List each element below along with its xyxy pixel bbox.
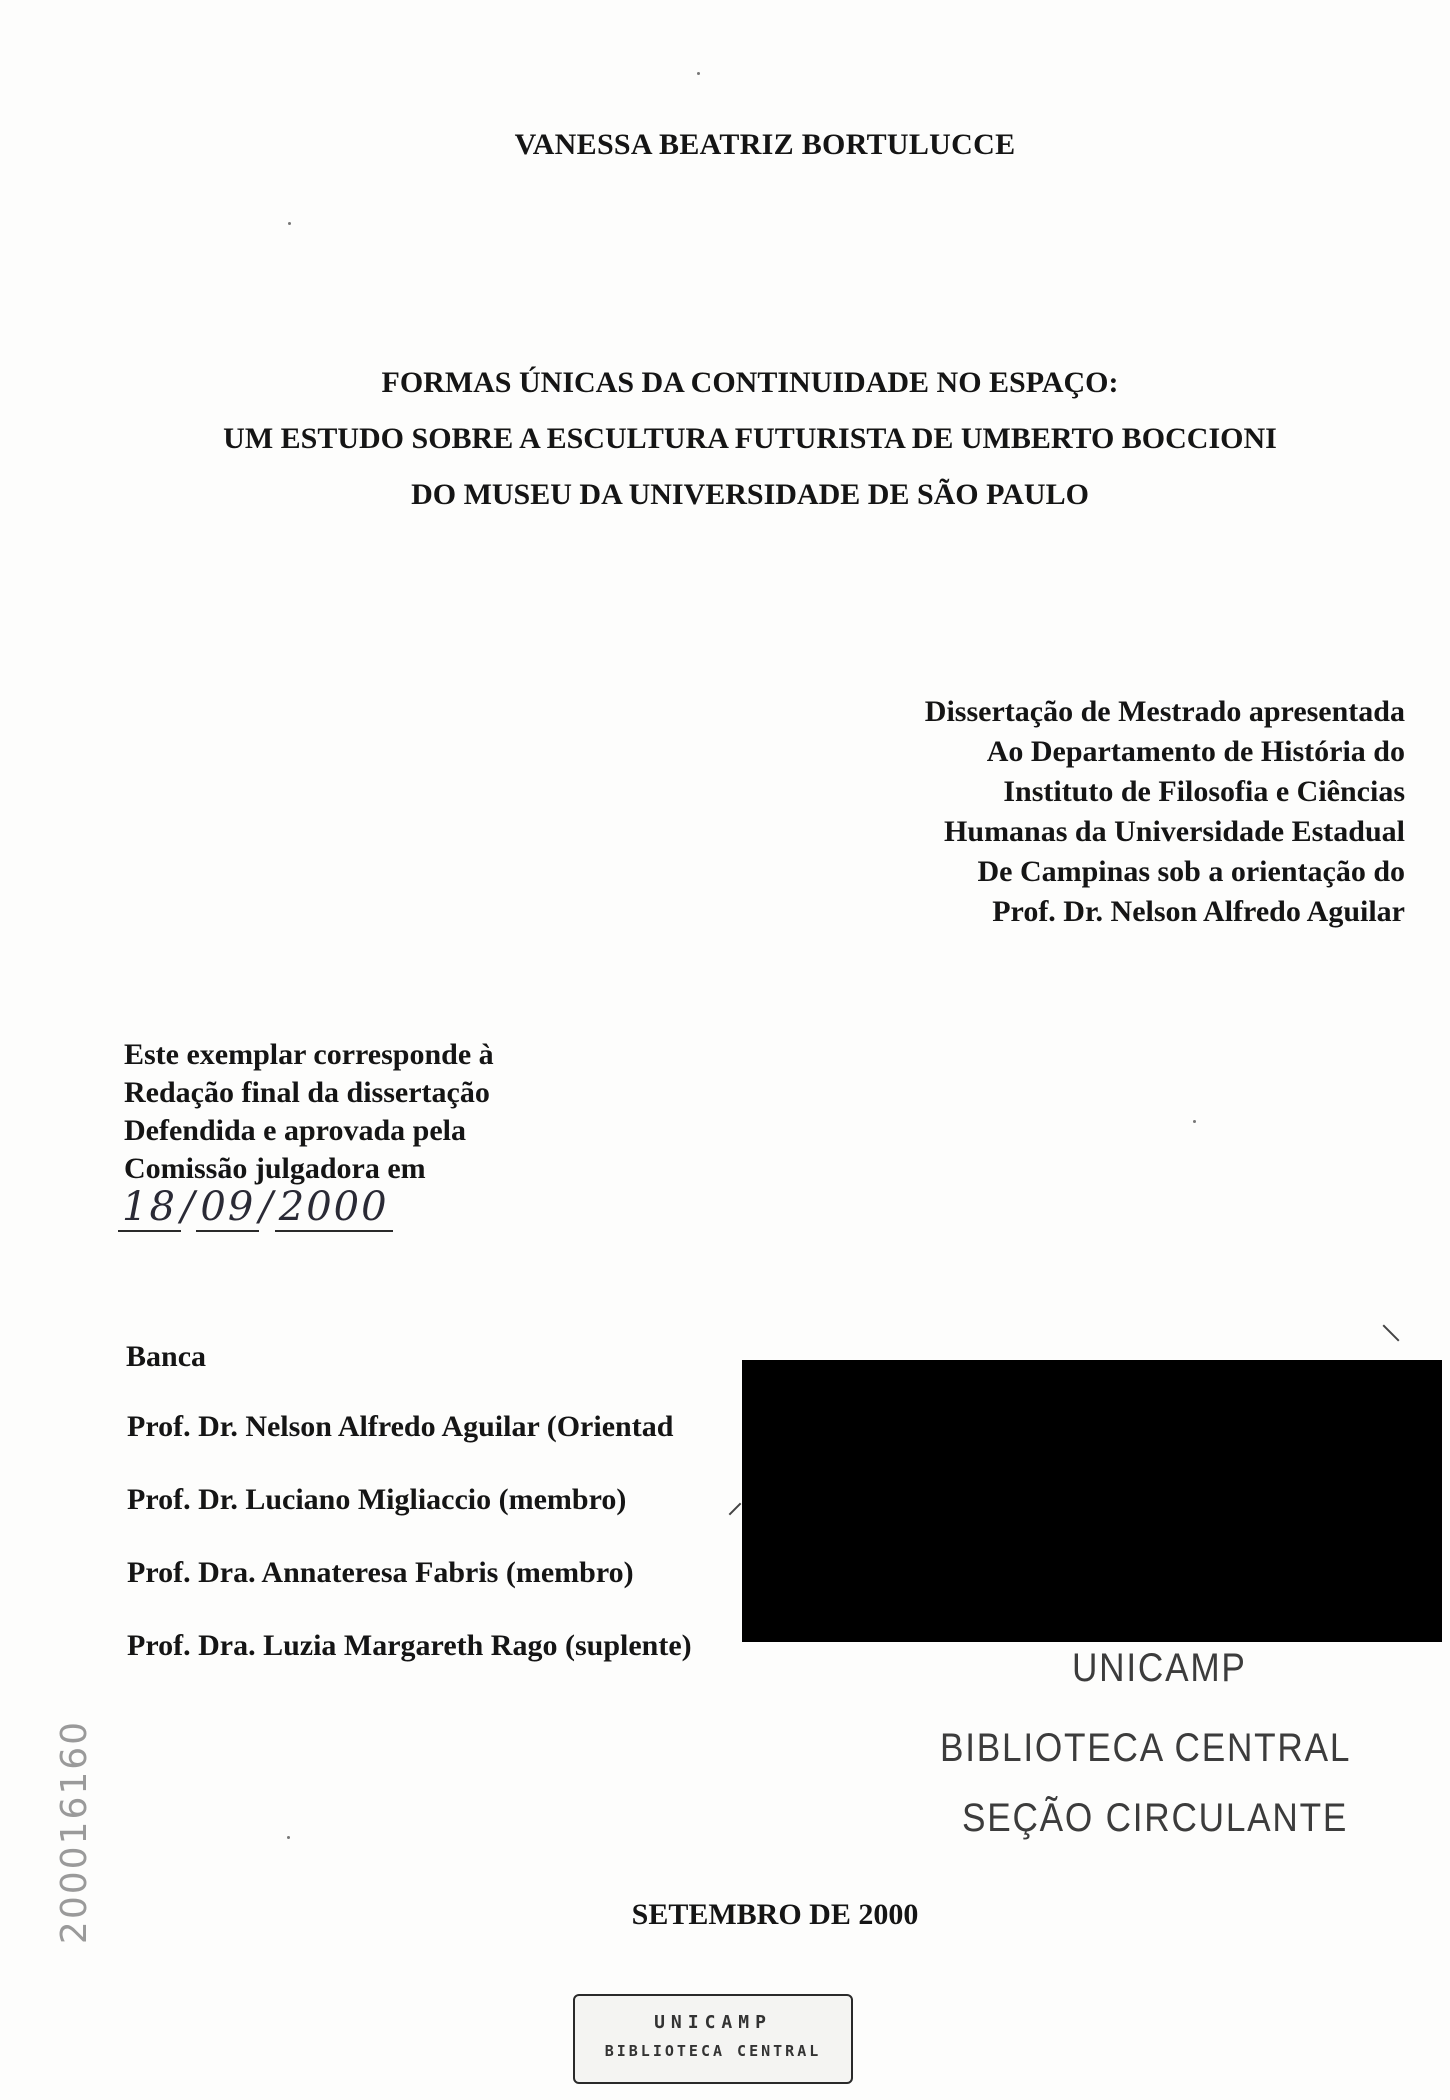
dissertation-line: Ao Departamento de História do xyxy=(986,735,1405,768)
scan-speck xyxy=(697,72,700,75)
date-month: 09 xyxy=(196,1184,259,1232)
approval-line: Este exemplar corresponde à xyxy=(124,1038,494,1071)
redaction-block xyxy=(742,1360,1442,1642)
approval-line: Comissão julgadora em xyxy=(124,1152,426,1185)
seal-line: UNICAMP xyxy=(654,2012,772,2033)
committee-member: Prof. Dra. Luzia Margareth Rago (suplente) xyxy=(127,1629,692,1662)
dissertation-line: Humanas da Universidade Estadual xyxy=(944,815,1405,848)
library-seal xyxy=(573,1994,853,2084)
date-day: 18 xyxy=(118,1184,181,1232)
committee-member: Prof. Dr. Nelson Alfredo Aguilar (Orientad xyxy=(127,1410,674,1443)
dissertation-line: Prof. Dr. Nelson Alfredo Aguilar xyxy=(992,895,1405,928)
scan-speck xyxy=(1193,1120,1196,1123)
seal-line: BIBLIOTECA CENTRAL xyxy=(604,2042,822,2060)
scan-speck xyxy=(287,1836,290,1839)
dissertation-statement xyxy=(925,692,1405,932)
approval-line: Redação final da dissertação xyxy=(124,1076,490,1109)
title-line: FORMAS ÚNICAS DA CONTINUIDADE NO ESPAÇO: xyxy=(381,366,1119,399)
submission-date: SETEMBRO DE 2000 xyxy=(631,1898,919,1931)
dissertation-line: Instituto de Filosofia e Ciências xyxy=(1003,775,1405,808)
dissertation-line: Dissertação de Mestrado apresentada xyxy=(924,695,1405,728)
scan-mark xyxy=(729,1503,742,1516)
stamp-line: SEÇÃO CIRCULANTE xyxy=(962,1796,1349,1840)
thesis-title xyxy=(150,355,1350,523)
handwritten-date: 18 / 09 / 2000 xyxy=(118,1184,393,1232)
title-line: DO MUSEU DA UNIVERSIDADE DE SÃO PAULO xyxy=(411,478,1089,511)
committee-members xyxy=(127,1410,692,1702)
date-year: 2000 xyxy=(275,1184,393,1232)
committee-member: Prof. Dra. Annateresa Fabris (membro) xyxy=(127,1556,634,1589)
stamp-line: BIBLIOTECA CENTRAL xyxy=(940,1726,1352,1770)
scan-speck xyxy=(288,222,291,225)
approval-note xyxy=(124,1036,494,1188)
registry-number: 200016160 xyxy=(54,1719,95,1945)
stamp-line: UNICAMP xyxy=(1072,1646,1247,1690)
committee-label: Banca xyxy=(126,1340,207,1373)
approval-line: Defendida e aprovada pela xyxy=(124,1114,466,1147)
author-name: VANESSA BEATRIZ BORTULUCCE xyxy=(514,128,1016,161)
title-line: UM ESTUDO SOBRE A ESCULTURA FUTURISTA DE UMBERTO BOCCIONI xyxy=(223,422,1277,455)
dissertation-line: De Campinas sob a orientação do xyxy=(977,855,1405,888)
scan-mark xyxy=(1383,1325,1400,1342)
committee-member: Prof. Dr. Luciano Migliaccio (membro) xyxy=(127,1483,627,1516)
